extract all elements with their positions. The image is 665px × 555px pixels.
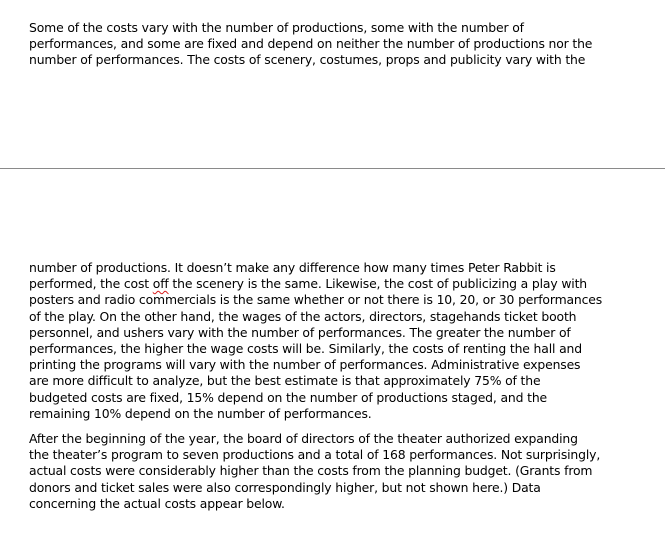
text-fragment: performed, the cost (29, 276, 153, 292)
text-line: number of productions. It doesn’t make any difference how many times Peter Rabbit is (29, 260, 556, 275)
text-line: posters and radio commercials is the same whether or not there is 10, 20, or 30 performances (29, 292, 603, 308)
text-line (29, 276, 639, 292)
text-line: actual costs were considerably higher than the costs from the planning budget. (Grants from (29, 463, 593, 479)
text-line: concerning the actual costs appear below. (29, 495, 285, 511)
text-line: personnel, and ushers vary with the number of performances. The greater the number of (29, 324, 571, 340)
text-line: the theater’s program to seven productions and a total of 168 performances. Not surprisingly, (29, 447, 601, 463)
text-line: Some of the costs vary with the number of productions, some with the number of (29, 20, 524, 35)
text-line: budgeted costs are fixed, 15% depend on the number of productions staged, and the (29, 389, 547, 405)
text-line: remaining 10% depend on the number of performances. (29, 405, 372, 421)
text-line: performances, and some are fixed and depend on neither the number of productions nor the (29, 36, 593, 52)
text-line: are more difficult to analyze, but the best estimate is that approximately 75% of the (29, 373, 541, 389)
text-fragment: the scenery is the same. Likewise, the cost of publicizing a play with (168, 276, 588, 292)
paragraph-cost-behavior-detail (29, 260, 639, 422)
text-line: After the beginning of the year, the board of directors of the theater authorized expanding (29, 431, 578, 446)
text-line: performances, the higher the wage costs will be. Similarly, the costs of renting the hall and (29, 340, 582, 356)
text-line: of the play. On the other hand, the wages of the actors, directors, stagehands ticket booth (29, 308, 577, 324)
page-break-divider (0, 168, 665, 169)
text-line: number of performances. The costs of scenery, costumes, props and publicity vary with the (29, 52, 586, 68)
text-line: donors and ticket sales were also correspondingly higher, but not shown here.) Data (29, 479, 541, 495)
paragraph-cost-behavior-intro (29, 20, 639, 69)
misspelled-word[interactable]: off (152, 276, 169, 292)
paragraph-program-expansion (29, 431, 639, 512)
document-page-top (0, 0, 665, 168)
text-line: printing the programs will vary with the number of performances. Administrative expenses (29, 357, 581, 373)
